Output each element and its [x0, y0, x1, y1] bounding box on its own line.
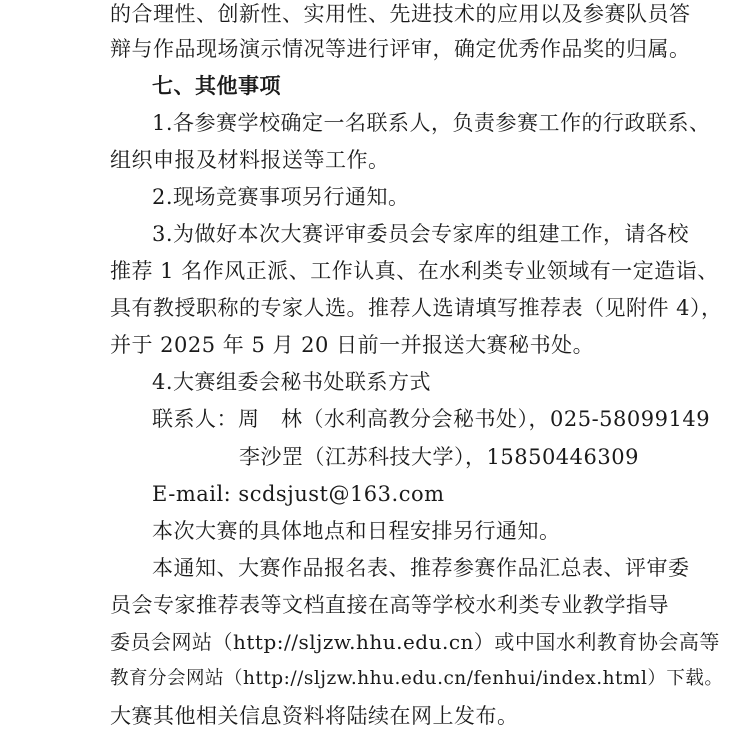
paragraph-line: 教育分会网站（http://sljzw.hhu.edu.cn/fenhui/index.html）下载。 [110, 668, 724, 689]
paragraph-line: 并于 2025 年 5 月 20 日前一并报送大赛秘书处。 [110, 333, 595, 357]
paragraph-line: 辩与作品现场演示情况等进行评审，确定优秀作品奖的归属。 [110, 37, 691, 61]
paragraph-line: 大赛其他相关信息资料将陆续在网上发布。 [110, 704, 519, 728]
contact-person-2: 李沙罡（江苏科技大学），15850446309 [239, 445, 639, 469]
list-item-4: 4.大赛组委会秘书处联系方式 [152, 370, 432, 394]
section-heading: 七、其他事项 [152, 73, 281, 98]
contact-person-1: 联系人：周 林（水利高教分会秘书处），025-58099149 [152, 407, 711, 431]
paragraph-line: 员会专家推荐表等文档直接在高等学校水利类专业教学指导 [110, 593, 669, 617]
paragraph-line: 委员会网站（http://sljzw.hhu.edu.cn）或中国水利教育协会高等 [110, 630, 720, 654]
email-line: E-mail: scdsjust@163.com [152, 482, 445, 506]
paragraph-line: 的合理性、创新性、实用性、先进技术的应用以及参赛队员答 [110, 2, 691, 26]
paragraph-line: 本次大赛的具体地点和日程安排另行通知。 [152, 519, 561, 543]
list-item-3: 3.为做好本次大赛评审委员会专家库的组建工作，请各校 [152, 222, 690, 246]
paragraph-line: 组织申报及材料报送等工作。 [110, 148, 390, 172]
list-item-1: 1.各参赛学校确定一名联系人，负责参赛工作的行政联系、 [152, 111, 711, 135]
paragraph-line: 推荐 1 名作风正派、工作认真、在水利类专业领域有一定造诣、 [110, 259, 719, 283]
paragraph-line: 具有教授职称的专家人选。推荐人选请填写推荐表（见附件 4）， [110, 296, 723, 320]
list-item-2: 2.现场竞赛事项另行通知。 [152, 185, 410, 209]
paragraph-line: 本通知、大赛作品报名表、推荐参赛作品汇总表、评审委 [152, 556, 690, 580]
